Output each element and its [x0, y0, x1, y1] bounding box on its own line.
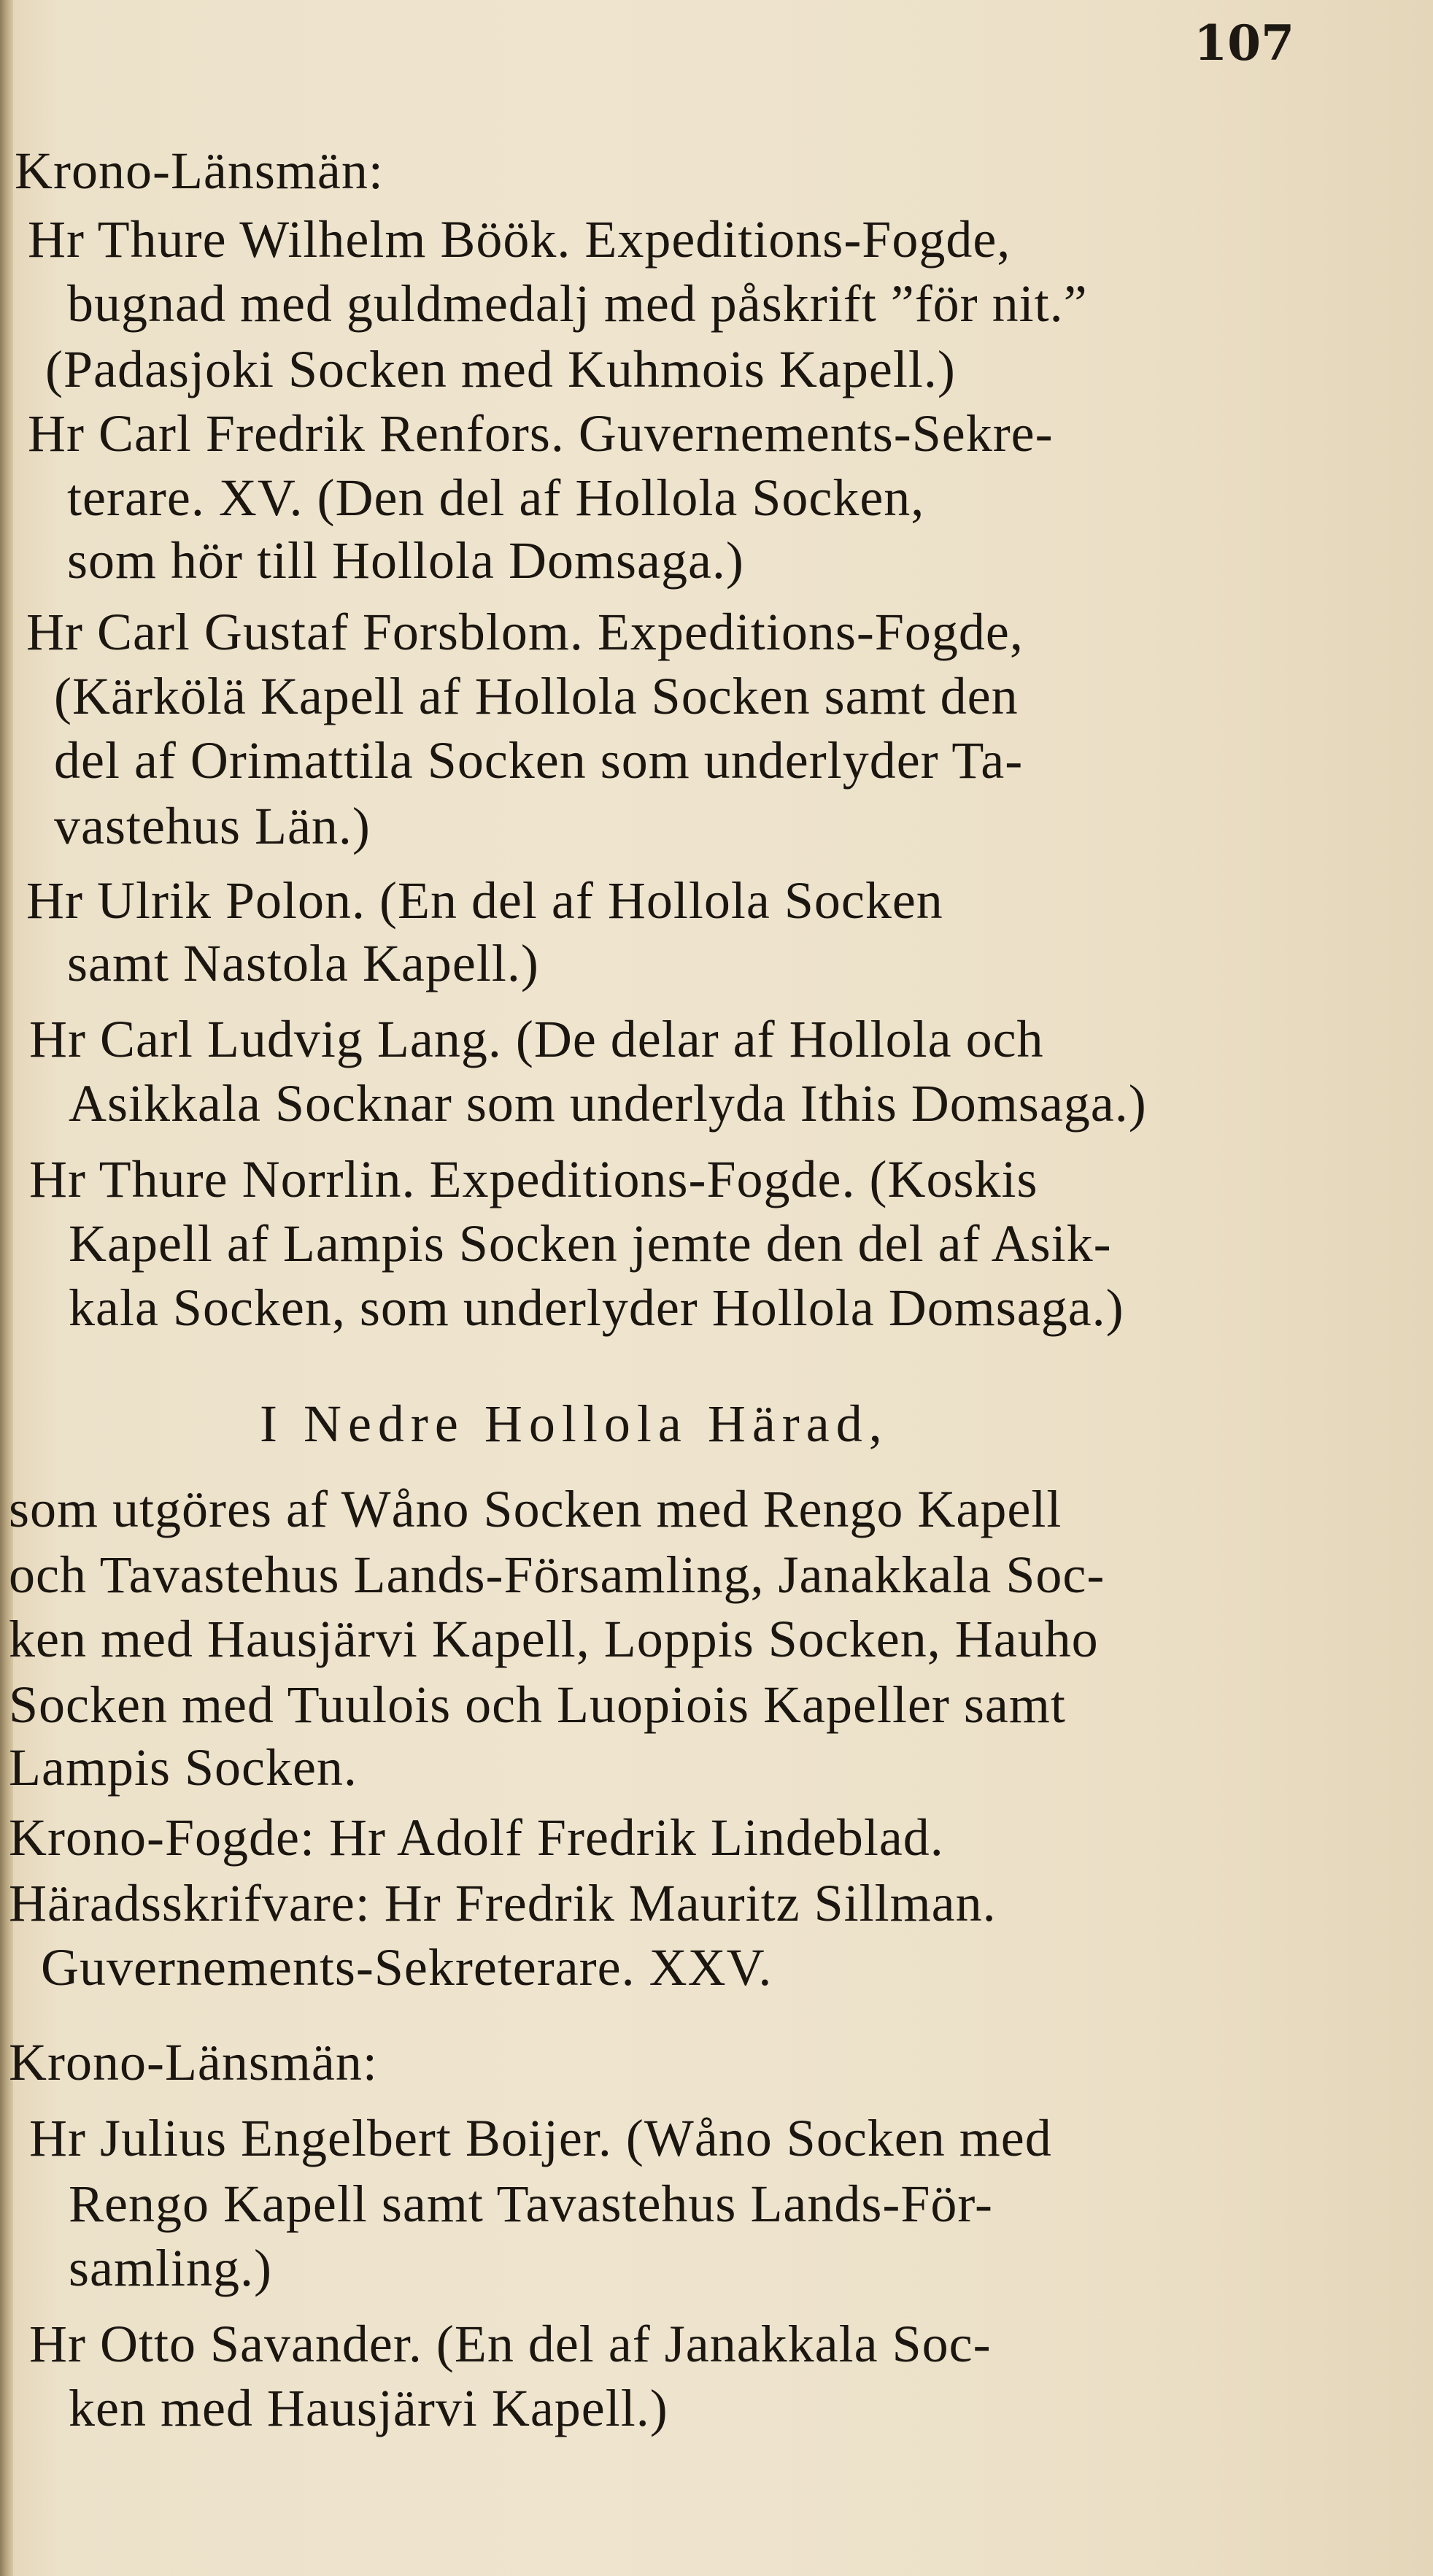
text-line: Hr Julius Engelbert Boijer. (Wåno Socken med: [29, 2109, 1052, 2167]
page-number: 107: [1194, 15, 1294, 72]
text-line: samling.): [69, 2239, 272, 2297]
text-line: kala Socken, som underlyder Hollola Domsaga.): [69, 1279, 1124, 1337]
text-line: Krono-Länsmän:: [15, 142, 384, 200]
text-line: Hr Carl Ludvig Lang. (De delar af Hollola och: [29, 1010, 1044, 1068]
text-line: som utgöres af Wåno Socken med Rengo Kapell: [9, 1480, 1062, 1538]
text-line: Hr Carl Gustaf Forsblom. Expeditions-Fogde,: [26, 603, 1024, 661]
text-line: ken med Hausjärvi Kapell, Loppis Socken, Hauho: [9, 1610, 1099, 1668]
text-line: Hr Ulrik Polon. (En del af Hollola Socken: [26, 871, 943, 930]
text-line: bugnad med guldmedalj med påskrift ”för nit.”: [67, 274, 1088, 333]
text-line: Krono-Länsmän:: [9, 2033, 378, 2091]
text-line: som hör till Hollola Domsaga.): [67, 531, 744, 590]
text-line: (Kärkölä Kapell af Hollola Socken samt den: [54, 667, 1019, 725]
text-line: Hr Otto Savander. (En del af Janakkala Soc-: [29, 2315, 992, 2373]
text-line: Guvernements-Sekreterare. XXV.: [41, 1938, 773, 1997]
text-line: och Tavastehus Lands-Församling, Janakkala Soc-: [9, 1546, 1105, 1604]
text-line: Häradsskrifvare: Hr Fredrik Mauritz Sillman.: [9, 1874, 997, 1932]
text-line: Rengo Kapell samt Tavastehus Lands-För-: [69, 2175, 993, 2233]
section-heading: I Nedre Hollola Härad,: [260, 1395, 889, 1453]
text-line: (Padasjoki Socken med Kuhmois Kapell.): [45, 340, 956, 398]
text-line: Kapell af Lampis Socken jemte den del af Asik-: [69, 1214, 1112, 1273]
text-line: Hr Thure Norrlin. Expeditions-Fogde. (Koskis: [29, 1150, 1038, 1208]
text-line: del af Orimattila Socken som underlyder Ta-: [54, 731, 1024, 790]
text-line: Lampis Socken.: [9, 1738, 358, 1797]
text-line: Socken med Tuulois och Luopiois Kapeller samt: [9, 1675, 1066, 1734]
text-line: Hr Thure Wilhelm Böök. Expeditions-Fogde,: [28, 210, 1011, 269]
book-spine-edge: [0, 0, 13, 2576]
text-line: Asikkala Socknar som underlyda Ithis Domsaga.): [69, 1074, 1147, 1133]
text-line: vastehus Län.): [54, 797, 371, 855]
text-line: Krono-Fogde: Hr Adolf Fredrik Lindeblad.: [9, 1808, 944, 1867]
text-line: samt Nastola Kapell.): [67, 934, 539, 992]
text-line: ken med Hausjärvi Kapell.): [69, 2379, 668, 2437]
text-line: Hr Carl Fredrik Renfors. Guvernements-Sekre-: [28, 404, 1054, 463]
text-line: terare. XV. (Den del af Hollola Socken,: [67, 468, 925, 527]
